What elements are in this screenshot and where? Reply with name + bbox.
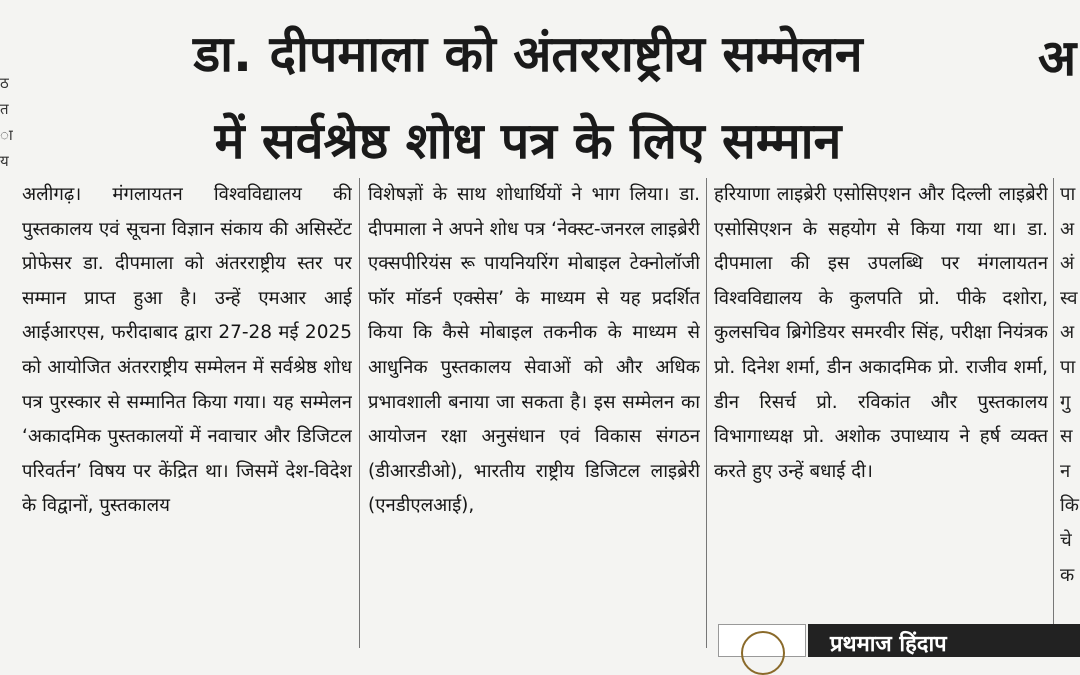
fragment-line: पा <box>1060 184 1076 205</box>
column-3-text: हरियाणा लाइब्रेरी एसोसिएशन और दिल्ली लाइब्रेरी एसोसिएशन के सहयोग से किया गया था। डा. दीपमाला की इस उपलब्धि पर मंगलायतन विश्वविद्यालय के कुलपति प्रो. पीके दशोरा, कुलसचिव ब्रिगेडियर समरवीर सिंह, परीक्षा नियंत्रक प्रो. दिनेश शर्मा, डीन अकादमिक प्रो. राजीव शर्मा, डीन रिसर्च प्रो. रविकांत और पुस्तकालय विभागाध्यक्ष प्रो. अशोक उपाध्याय ने हर्ष व्यक्त करते हुए उन्हें बधाई दी। <box>714 184 1048 482</box>
fragment-line: स्व <box>1060 287 1078 309</box>
column-1-text: अलीगढ़। मंगलायतन विश्वविद्यालय की पुस्तकालय एवं सूचना विज्ञान संकाय की असिस्टेंट प्रोफेसर डा. दीपमाला को अंतरराष्ट्रीय स्तर पर सम्मान प्राप्त हुआ है। उन्हें एमआर आई आईआरएस, फरीदाबाद द्वारा 27-28 मई 2025 को आयोजित अंतरराष्ट्रीय सम्मेलन में सर्वश्रेष्ठ शोध पत्र पुरस्कार से सम्मानित किया गया। यह सम्मेलन ‘अकादमिक पुस्तकालयों में नवाचार और डिजिटल परिवर्तन’ विषय पर केंद्रित था। जिसमें देश-विदेश के विद्वानों, पुस्तकालय <box>22 184 352 517</box>
fragment-line: अ <box>1060 218 1075 240</box>
headline-line-2: में सर्वश्रेष्ठ शोध पत्र के लिए सम्मान <box>214 112 842 170</box>
adjacent-article-fragment <box>1060 178 1080 653</box>
article-column-1 <box>22 178 352 653</box>
fragment-line: पा <box>1060 356 1076 378</box>
seal-circle-icon <box>741 631 785 675</box>
fragment-line: कि <box>1060 495 1079 517</box>
left-edge-char: ठ <box>0 74 9 92</box>
article-column-3 <box>714 178 1048 653</box>
adjacent-headline-fragment: अ <box>1038 29 1077 87</box>
headline <box>18 10 1038 184</box>
headline-line-1: डा. दीपमाला को अंतरराष्ट्रीय सम्मेलन <box>193 25 863 83</box>
column-divider <box>1053 178 1054 648</box>
next-article-banner: प्रथमाज हिंदाप <box>808 624 1080 657</box>
column-divider <box>706 178 707 648</box>
column-divider <box>359 178 360 648</box>
column-2-text: विशेषज्ञों के साथ शोधार्थियों ने भाग लिया। डा. दीपमाला ने अपने शोध पत्र ‘नेक्स्ट-जनरल लाइब्रेरी एक्सपीरियंस रू पायनियरिंग मोबाइल टेक्नोलॉजी फॉर मॉडर्न एक्सेस’ के माध्यम से यह प्रदर्शित किया कि कैसे मोबाइल तकनीक के माध्यम से आधुनिक पुस्तकालय सेवाओं को और अधिक प्रभावशाली बनाया जा सकता है। इस सम्मेलन का आयोजन रक्षा अनुसंधान एवं विकास संगठन (डीआरडीओ), भारतीय राष्ट्रीय डिजिटल लाइब्रेरी (एनडीएलआई), <box>368 184 700 517</box>
fragment-line: गु <box>1060 391 1071 413</box>
left-edge-char: य <box>0 152 9 170</box>
left-edge-char: त <box>0 100 9 118</box>
left-edge-fragment <box>0 70 13 174</box>
article-column-2 <box>368 178 700 653</box>
fragment-line: क <box>1060 564 1075 586</box>
left-edge-char: ा <box>0 126 13 144</box>
university-seal-logo <box>718 624 806 657</box>
fragment-line: चे <box>1060 529 1072 551</box>
fragment-line: अं <box>1060 253 1075 275</box>
fragment-line: अ <box>1060 322 1075 344</box>
fragment-line: न <box>1060 460 1071 482</box>
fragment-line: स <box>1060 426 1073 448</box>
